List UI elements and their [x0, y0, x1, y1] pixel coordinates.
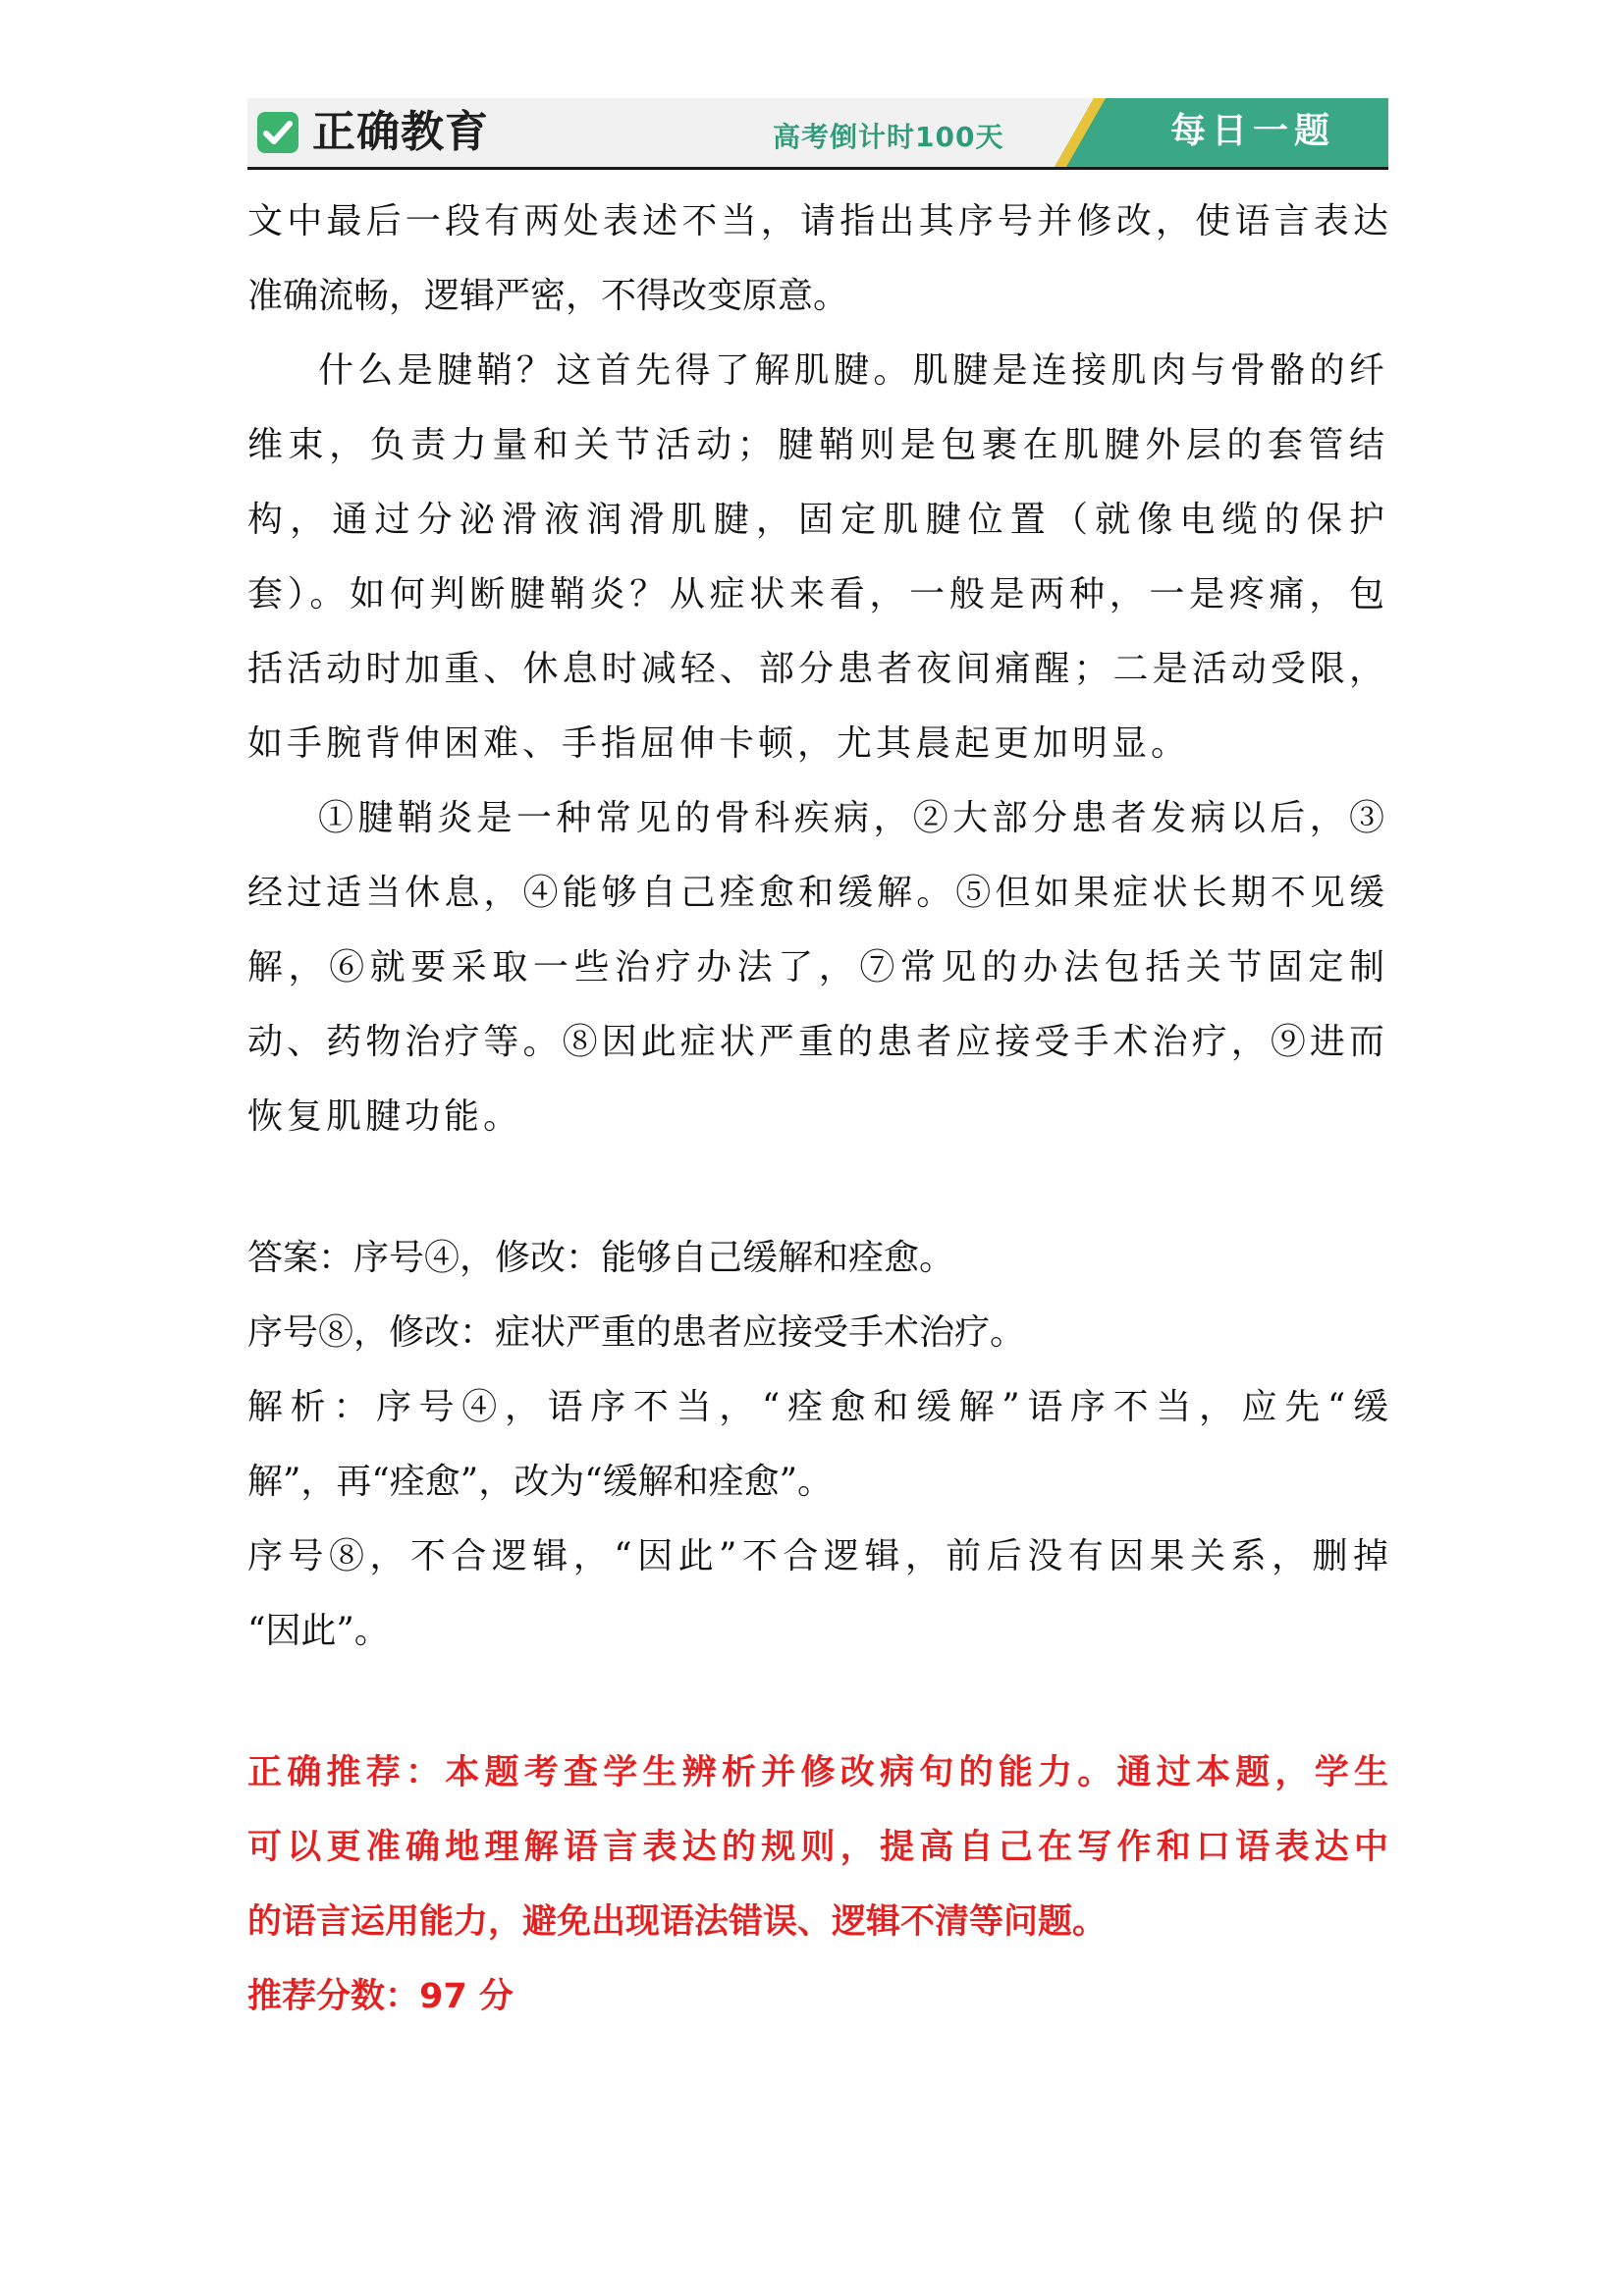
recommendation-score: 推荐分数：97 分 — [247, 1977, 514, 2016]
analysis-line: 解”，再“痊愈”，改为“缓解和痊愈”。 — [247, 1462, 834, 1502]
brand-logo-text: 正确教育 — [312, 107, 489, 157]
spacer — [247, 1154, 1388, 1221]
passage-line: 套）。如何判断腱鞘炎？从症状来看，一般是两种，一是疼痛，包 — [247, 574, 1388, 614]
answer-line: 序号⑧，修改：症状严重的患者应接受手术治疗。 — [247, 1312, 1026, 1353]
passage-line: 解，⑥就要采取一些治疗办法了，⑦常见的办法包括关节固定制 — [247, 947, 1388, 988]
passage-line: 括活动时加重、休息时减轻、部分患者夜间痛醒；二是活动受限， — [247, 649, 1388, 689]
daily-question-tab — [1055, 98, 1388, 167]
passage-line: 经过适当休息，④能够自己痊愈和缓解。⑤但如果症状长期不见缓 — [247, 873, 1388, 913]
passage-line: 维束，负责力量和关节活动；腱鞘则是包裹在肌腱外层的套管结 — [247, 425, 1388, 465]
recommendation-section — [247, 1735, 1388, 2034]
question-line: 文中最后一段有两处表述不当，请指出其序号并修改，使语言表达 — [247, 201, 1388, 241]
passage-line: 构，通过分泌滑液润滑肌腱，固定肌腱位置（就像电缆的保护 — [247, 500, 1388, 540]
document-body — [247, 185, 1388, 2034]
header-banner — [247, 98, 1388, 170]
countdown-label: 高考倒计时100天 — [773, 121, 1004, 153]
passage-line: 恢复肌腱功能。 — [247, 1096, 523, 1137]
recommendation-line: 可以更准确地理解语言表达的规则，提高自己在写作和口语表达中 — [247, 1828, 1388, 1867]
passage-line: 动、药物治疗等。⑧因此症状严重的患者应接受手术治疗，⑨进而 — [247, 1022, 1388, 1062]
recommendation-line: 正确推荐：本题考查学生辨析并修改病句的能力。通过本题，学生 — [247, 1753, 1388, 1792]
passage-line: ①腱鞘炎是一种常见的骨科疾病，②大部分患者发病以后，③ — [318, 798, 1388, 838]
passage — [247, 334, 1388, 1154]
spacer — [247, 1669, 1388, 1735]
recommendation-line: 的语言运用能力，避免出现语法错误、逻辑不清等问题。 — [247, 1902, 1108, 1942]
analysis-line: “因此”。 — [247, 1611, 390, 1651]
answer-section — [247, 1221, 1388, 1669]
passage-line: 什么是腱鞘？这首先得了解肌腱。肌腱是连接肌肉与骨骼的纤 — [318, 350, 1388, 391]
passage-line: 如手腕背伸困难、手指屈伸卡顿，尤其晨起更加明显。 — [247, 723, 1191, 764]
check-icon — [257, 112, 298, 153]
question-line: 准确流畅，逻辑严密，不得改变原意。 — [247, 276, 849, 316]
analysis-line: 解析：序号④，语序不当，“痊愈和缓解”语序不当，应先“缓 — [247, 1387, 1388, 1427]
answer-line: 答案：序号④，修改：能够自己缓解和痊愈。 — [247, 1238, 955, 1278]
question-prompt — [247, 185, 1388, 334]
analysis-line: 序号⑧，不合逻辑，“因此”不合逻辑，前后没有因果关系，删掉 — [247, 1536, 1388, 1576]
daily-question-label: 每日一题 — [1170, 111, 1336, 151]
